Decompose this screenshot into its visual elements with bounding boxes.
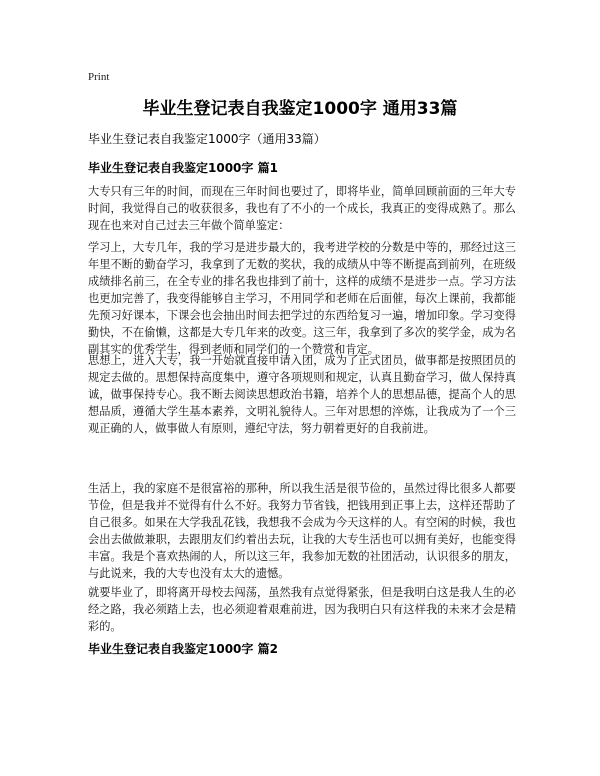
paragraph-thought: 思想上，进入大专，我一开始就直接申请入团，成为了正式团员，做事都是按照团员的规定去做的。思想保持高度集中，遵守各项规则和规定，认真且勤奋学习，做人保持真诚，做事保持专心。我不断去阅读思想政治书籍，培养个人的思想品德，提高个人的思想品质，遵循大学生基本素养，文明礼貌待人。三年对思想的淬炼，让我成为了一个三观正确的人，做事做人有原则，遵纪守法，努力朝着更好的自我前进。 — [88, 354, 516, 435]
paragraph-conclusion: 就要毕业了，即将离开母校去闯荡，虽然我有点觉得紧张，但是我明白这是我人生的必经之路，我必须踏上去，也必须迎着艰难前进，因为我明白只有这样我的未来才会是精彩的。 — [88, 586, 516, 633]
print-link[interactable]: Print — [88, 71, 110, 83]
paragraph-intro: 大专只有三年的时间，而现在三年时间也要过了，即将毕业，简单回顾前面的三年大专时间，我觉得自己的收获很多，我也有了不小的一个成长，我真正的变得成熟了。那么现在也来对自己过去三年做个简单鉴定： — [88, 185, 516, 232]
section-heading-1: 毕业生登记表自我鉴定1000字 篇1 — [88, 161, 278, 175]
document-subtitle: 毕业生登记表自我鉴定1000字（通用33篇） — [88, 132, 326, 146]
paragraph-study: 学习上，大专几年，我的学习是进步最大的，我考进学校的分数是中等的，那经过这三年里不断的勤奋学习，我拿到了无数的奖状，我的成绩从中等不断提高到前列，在班级成绩排名前三，在全专业的排名我也排到了前十，这样的成绩不是进步一点。学习方法也更加完善了，我变得能够自主学习，不用同学和老师在后面催，每次上课前，我都能先预习好课本，下课会也会抽出时间去把学过的东西给复习一遍，增加印象。学习变得勤快，不在偷懒，这都是大专几年来的改变。这三年，我拿到了多次的奖学金，成为名副其实的优秀学生，得到老师和同学们的一个赞赏和肯定。 — [88, 241, 516, 356]
section-heading-2: 毕业生登记表自我鉴定1000字 篇2 — [88, 642, 278, 656]
paragraph-life: 生活上，我的家庭不是很富裕的那种，所以我生活是很节俭的，虽然过得比很多人都要节俭，但是我并不觉得有什么不好。我努力节省钱，把钱用到正事上去，这样还帮助了自己很多。如果在大学我乱花钱，我想我不会成为今天这样的人。有空闲的时候，我也会出去做做兼职，去跟朋友们约着出去玩，让我的大专生活也可以拥有美好，也能变得丰富。我是个喜欢热闹的人，所以这三年，我参加无数的社团活动，认识很多的朋友，与此说来，我的大专也没有太大的遗憾。 — [88, 482, 516, 580]
page-title: 毕业生登记表自我鉴定1000字 通用33篇 — [142, 99, 458, 119]
